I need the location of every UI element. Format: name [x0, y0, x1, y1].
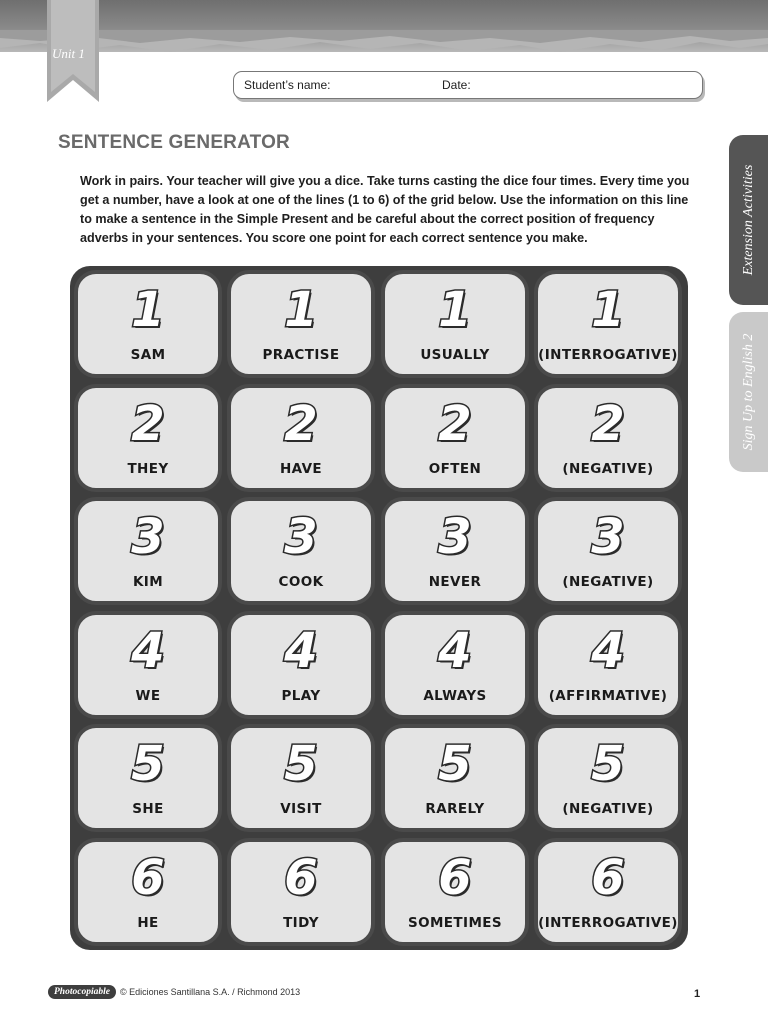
- student-name-label: Student’s name:: [244, 78, 331, 92]
- cell-word: KIM: [132, 574, 164, 590]
- dice-number: 3: [438, 509, 472, 565]
- dice-number: 4: [591, 623, 625, 679]
- cell-word: VISIT: [280, 801, 322, 817]
- cell-word: SHE: [132, 801, 164, 817]
- grid-cell: [534, 497, 682, 605]
- grid-cell: [381, 838, 529, 946]
- cell-word: THEY: [127, 461, 169, 477]
- grid-cell: [74, 384, 222, 492]
- grid-cell: [74, 838, 222, 946]
- cell-word: COOK: [278, 574, 324, 590]
- tab-sign-up: [729, 312, 768, 472]
- footer: [48, 983, 300, 1001]
- page-number: 1: [694, 988, 701, 1000]
- grid-cell: [227, 611, 375, 719]
- dice-number: 3: [591, 509, 625, 565]
- dice-number: 3: [131, 509, 165, 565]
- cell-word: TIDY: [283, 915, 319, 931]
- dice-number: 4: [438, 623, 472, 679]
- tab-extension-label: Extension Activities: [740, 164, 756, 276]
- grid-cell: [534, 724, 682, 832]
- activity-title: SENTENCE GENERATOR: [58, 132, 290, 153]
- dice-number: 1: [591, 282, 625, 338]
- unit-label: Unit 1: [52, 46, 85, 61]
- dice-number: 4: [284, 623, 318, 679]
- dice-number: 6: [438, 850, 472, 906]
- grid-cell: [227, 838, 375, 946]
- grid-cell: [534, 611, 682, 719]
- cell-word: OFTEN: [428, 461, 482, 477]
- grid-cell: [74, 270, 222, 378]
- cell-word: PLAY: [281, 688, 321, 704]
- grid-cell: [534, 270, 682, 378]
- photocopiable-badge: Photocopiable: [48, 985, 116, 999]
- cell-word: HE: [137, 915, 159, 931]
- dice-number: 1: [131, 282, 165, 338]
- grid-cell: [74, 497, 222, 605]
- cell-word: (INTERROGATIVE): [538, 915, 678, 931]
- cell-word: (AFFIRMATIVE): [548, 688, 668, 704]
- grid-cell: [74, 611, 222, 719]
- grid-cell: [534, 384, 682, 492]
- grid-cell: [381, 724, 529, 832]
- activity-instructions: Work in pairs. Your teacher will give you a dice. Take turns casting the dice four times. Every time you get a number, have a look at one of the lines (1 to 6) of the grid below. Use the information on this line to make a sentence in the Simple Present and be careful about the correct position of frequency adverbs in your sentences. You score one point for each correct sentence you make.: [80, 174, 690, 245]
- cell-word: (NEGATIVE): [562, 461, 654, 477]
- dice-number: 2: [591, 396, 625, 452]
- dice-number: 5: [591, 736, 625, 792]
- date-label: Date:: [442, 78, 471, 92]
- dice-number: 5: [438, 736, 472, 792]
- cell-word: RARELY: [425, 801, 485, 817]
- grid-cell: [381, 497, 529, 605]
- grid-cell: [381, 611, 529, 719]
- grid-cell: [381, 384, 529, 492]
- grid-cell: [534, 838, 682, 946]
- cell-word: PRACTISE: [262, 347, 340, 363]
- dice-number: 5: [131, 736, 165, 792]
- cell-word: WE: [135, 688, 161, 704]
- cell-word: USUALLY: [420, 347, 490, 363]
- cell-word: HAVE: [279, 461, 323, 477]
- cell-word: NEVER: [428, 574, 482, 590]
- tab-extension-activities: [729, 135, 768, 305]
- tab-sign-up-label: Sign Up to English 2: [740, 333, 756, 451]
- banner-brush-edge: [0, 30, 768, 66]
- dice-number: 3: [284, 509, 318, 565]
- grid-cell: [227, 270, 375, 378]
- dice-number: 2: [131, 396, 165, 452]
- grid-cell: [74, 724, 222, 832]
- cell-word: (NEGATIVE): [562, 801, 654, 817]
- cell-word: SOMETIMES: [407, 915, 503, 931]
- dice-number: 6: [131, 850, 165, 906]
- grid-cell: [227, 724, 375, 832]
- dice-number: 2: [284, 396, 318, 452]
- dice-number: 6: [284, 850, 318, 906]
- grid-cell: [381, 270, 529, 378]
- grid-cell: [227, 384, 375, 492]
- copyright-text: © Ediciones Santillana S.A. / Richmond 2013: [119, 987, 301, 997]
- dice-number: 2: [438, 396, 472, 452]
- student-info-bar: [233, 71, 703, 99]
- cell-word: SAM: [130, 347, 166, 363]
- dice-number: 4: [131, 623, 165, 679]
- dice-number: 1: [438, 282, 472, 338]
- grid-cell: [227, 497, 375, 605]
- cell-word: ALWAYS: [423, 688, 487, 704]
- dice-number: 1: [284, 282, 318, 338]
- dice-number: 6: [591, 850, 625, 906]
- cell-word: (INTERROGATIVE): [538, 347, 678, 363]
- cell-word: (NEGATIVE): [562, 574, 654, 590]
- dice-number: 5: [284, 736, 318, 792]
